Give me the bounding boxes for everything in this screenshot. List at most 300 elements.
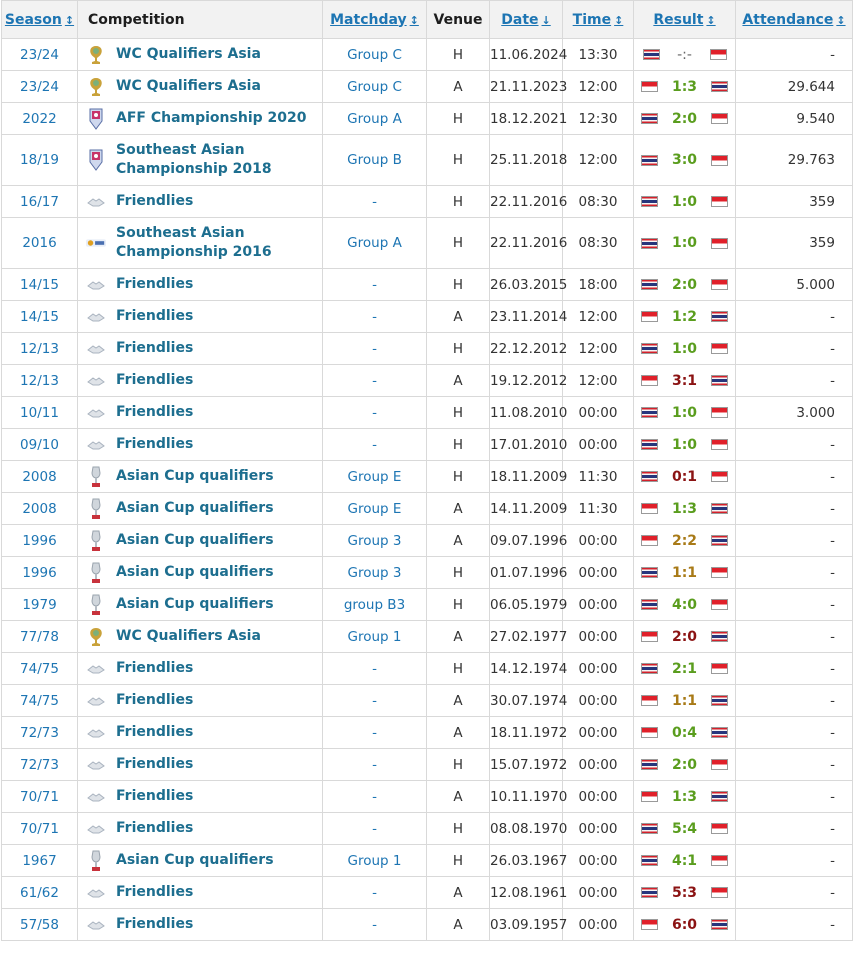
thailand-flag-icon[interactable] [711, 695, 728, 706]
matchday-cell: group B3 [323, 589, 427, 621]
season-cell[interactable]: 74/75 [2, 685, 78, 717]
thailand-flag-icon[interactable] [641, 343, 658, 354]
indonesia-flag-icon[interactable] [711, 196, 728, 207]
sort-both-icon: ↕ [409, 13, 419, 27]
attendance-header-label: Attendance [742, 11, 834, 28]
table-row [2, 269, 853, 301]
friendlies-icon[interactable] [86, 787, 106, 807]
season-cell[interactable]: 12/13 [2, 333, 78, 365]
asian-cup-trophy-icon[interactable] [86, 531, 106, 551]
table-row [2, 525, 853, 557]
attendance-cell: - [736, 461, 853, 493]
competition-link[interactable]: Friendlies [116, 340, 194, 356]
thailand-flag-icon[interactable] [641, 663, 658, 674]
season-cell[interactable]: 2008 [2, 493, 78, 525]
competition-link[interactable]: Friendlies [116, 692, 194, 708]
indonesia-flag-icon[interactable] [641, 535, 658, 546]
match-result-link[interactable]: 1:1 [671, 564, 698, 581]
match-history-table [1, 0, 853, 941]
friendlies-icon[interactable] [86, 755, 106, 775]
indonesia-flag-icon[interactable] [641, 727, 658, 738]
competition-link[interactable]: Southeast Asian Championship 2016 [116, 225, 272, 260]
match-result-link[interactable]: 2:1 [671, 660, 698, 677]
thailand-flag-icon[interactable] [711, 631, 728, 642]
friendlies-icon[interactable] [86, 275, 106, 295]
season-cell[interactable]: 14/15 [2, 301, 78, 333]
matchday-cell: Group A [323, 103, 427, 135]
venue-cell: H [427, 103, 490, 135]
competition-link[interactable]: Asian Cup qualifiers [116, 500, 274, 516]
competition-cell [78, 845, 323, 877]
result-cell [634, 103, 736, 135]
season-cell[interactable]: 70/71 [2, 813, 78, 845]
table-header-row [2, 1, 853, 39]
competition-cell [78, 186, 323, 218]
match-result-link[interactable]: 2:0 [671, 756, 698, 773]
indonesia-flag-icon[interactable] [711, 599, 728, 610]
competition-cell [78, 301, 323, 333]
thailand-flag-icon[interactable] [641, 279, 658, 290]
table-row [2, 365, 853, 397]
result-column-header[interactable] [634, 1, 736, 39]
indonesia-flag-icon[interactable] [641, 503, 658, 514]
competition-link[interactable]: Friendlies [116, 724, 194, 740]
venue-cell: A [427, 493, 490, 525]
aff-2016-logo-icon[interactable] [86, 233, 106, 253]
competition-cell [78, 71, 323, 103]
matchday-cell: - [323, 333, 427, 365]
time-cell: 12:00 [563, 333, 634, 365]
table-row [2, 685, 853, 717]
competition-header-label: Competition [88, 11, 185, 28]
matchday-cell: Group A [323, 218, 427, 269]
match-result-link[interactable]: 2:0 [671, 628, 698, 645]
thailand-flag-icon[interactable] [641, 407, 658, 418]
season-cell[interactable]: 70/71 [2, 781, 78, 813]
competition-link[interactable]: Friendlies [116, 276, 194, 292]
table-row [2, 397, 853, 429]
result-cell [634, 218, 736, 269]
time-cell: 00:00 [563, 877, 634, 909]
result-cell [634, 557, 736, 589]
venue-cell: H [427, 397, 490, 429]
result-header-label: Result [653, 11, 704, 28]
season-cell[interactable]: 23/24 [2, 39, 78, 71]
competition-link[interactable]: Friendlies [116, 436, 194, 452]
season-cell[interactable]: 16/17 [2, 186, 78, 218]
season-cell[interactable]: 61/62 [2, 877, 78, 909]
thailand-flag-icon[interactable] [641, 759, 658, 770]
friendlies-icon[interactable] [86, 371, 106, 391]
competition-cell [78, 589, 323, 621]
indonesia-flag-icon[interactable] [711, 471, 728, 482]
time-cell: 12:00 [563, 71, 634, 103]
table-row [2, 429, 853, 461]
match-result-link[interactable]: 1:3 [671, 500, 698, 517]
attendance-cell: 359 [736, 218, 853, 269]
season-cell[interactable]: 77/78 [2, 621, 78, 653]
indonesia-flag-icon[interactable] [641, 919, 658, 930]
season-cell[interactable]: 09/10 [2, 429, 78, 461]
match-result-link[interactable]: 1:0 [671, 193, 698, 210]
match-result-link[interactable]: 4:1 [671, 852, 698, 869]
competition-column-header [78, 1, 323, 39]
indonesia-flag-icon[interactable] [711, 567, 728, 578]
competition-link[interactable]: AFF Championship 2020 [116, 110, 307, 126]
season-cell[interactable]: 1996 [2, 557, 78, 589]
date-cell: 27.02.1977 [490, 621, 563, 653]
match-result-link[interactable]: 1:0 [671, 436, 698, 453]
thailand-flag-icon[interactable] [641, 471, 658, 482]
result-cell [634, 135, 736, 186]
time-cell: 00:00 [563, 781, 634, 813]
attendance-cell: - [736, 621, 853, 653]
thailand-flag-icon[interactable] [711, 375, 728, 386]
match-result-link[interactable]: 4:0 [671, 596, 698, 613]
result-cell [634, 781, 736, 813]
competition-cell [78, 717, 323, 749]
competition-cell [78, 877, 323, 909]
thailand-flag-icon[interactable] [641, 196, 658, 207]
competition-cell [78, 135, 323, 186]
result-cell [634, 845, 736, 877]
competition-cell [78, 781, 323, 813]
indonesia-flag-icon[interactable] [711, 238, 728, 249]
time-cell: 00:00 [563, 717, 634, 749]
date-cell: 30.07.1974 [490, 685, 563, 717]
match-result-link[interactable]: 0:4 [671, 724, 698, 741]
competition-cell [78, 621, 323, 653]
date-cell: 03.09.1957 [490, 909, 563, 941]
match-result-link[interactable]: 3:1 [671, 372, 698, 389]
attendance-cell: - [736, 39, 853, 71]
attendance-column-header[interactable] [736, 1, 853, 39]
indonesia-flag-icon[interactable] [711, 823, 728, 834]
attendance-cell: - [736, 749, 853, 781]
season-cell[interactable]: 57/58 [2, 909, 78, 941]
venue-cell: H [427, 749, 490, 781]
time-cell: 18:00 [563, 269, 634, 301]
wc-trophy-icon[interactable] [86, 627, 106, 647]
thailand-flag-icon[interactable] [641, 439, 658, 450]
indonesia-flag-icon[interactable] [711, 155, 728, 166]
attendance-cell: - [736, 365, 853, 397]
thailand-flag-icon[interactable] [711, 81, 728, 92]
matchday-cell: - [323, 717, 427, 749]
date-column-header[interactable] [490, 1, 563, 39]
indonesia-flag-icon[interactable] [641, 791, 658, 802]
result-cell [634, 39, 736, 71]
time-cell: 12:30 [563, 103, 634, 135]
venue-cell: A [427, 909, 490, 941]
result-cell [634, 525, 736, 557]
indonesia-flag-icon[interactable] [641, 81, 658, 92]
table-row [2, 589, 853, 621]
thailand-flag-icon[interactable] [641, 567, 658, 578]
match-result-link[interactable]: 2:2 [671, 532, 698, 549]
season-cell[interactable]: 23/24 [2, 71, 78, 103]
competition-link[interactable]: Friendlies [116, 788, 194, 804]
thailand-flag-icon[interactable] [711, 727, 728, 738]
competition-link[interactable]: Friendlies [116, 660, 194, 676]
season-cell[interactable]: 74/75 [2, 653, 78, 685]
season-cell[interactable]: 1996 [2, 525, 78, 557]
table-row [2, 135, 853, 186]
match-result-link[interactable]: 1:1 [671, 692, 698, 709]
matchday-cell: Group 1 [323, 621, 427, 653]
attendance-cell: - [736, 525, 853, 557]
venue-cell: A [427, 525, 490, 557]
friendlies-icon[interactable] [86, 723, 106, 743]
thailand-flag-icon[interactable] [711, 535, 728, 546]
date-cell: 17.01.2010 [490, 429, 563, 461]
result-cell [634, 461, 736, 493]
table-row [2, 493, 853, 525]
indonesia-flag-icon[interactable] [710, 49, 727, 60]
competition-link[interactable]: Friendlies [116, 820, 194, 836]
friendlies-icon[interactable] [86, 915, 106, 935]
attendance-cell: 29.644 [736, 71, 853, 103]
matchday-cell: Group 1 [323, 845, 427, 877]
attendance-cell: - [736, 813, 853, 845]
date-cell: 09.07.1996 [490, 525, 563, 557]
date-cell: 01.07.1996 [490, 557, 563, 589]
competition-link[interactable]: Friendlies [116, 193, 194, 209]
indonesia-flag-icon[interactable] [711, 407, 728, 418]
match-result-link[interactable]: 1:0 [671, 404, 698, 421]
matchday-cell: - [323, 429, 427, 461]
season-cell[interactable]: 2022 [2, 103, 78, 135]
date-cell: 25.11.2018 [490, 135, 563, 186]
competition-link[interactable]: WC Qualifiers Asia [116, 628, 261, 644]
friendlies-icon[interactable] [86, 192, 106, 212]
result-cell [634, 301, 736, 333]
thailand-flag-icon[interactable] [711, 919, 728, 930]
matchday-cell: Group 3 [323, 525, 427, 557]
matchday-cell: - [323, 397, 427, 429]
match-result-link[interactable]: 1:0 [671, 340, 698, 357]
indonesia-flag-icon[interactable] [641, 631, 658, 642]
venue-cell: H [427, 269, 490, 301]
time-cell: 12:00 [563, 301, 634, 333]
attendance-cell: 359 [736, 186, 853, 218]
thailand-flag-icon[interactable] [641, 238, 658, 249]
wc-trophy-icon[interactable] [86, 77, 106, 97]
time-cell: 12:00 [563, 135, 634, 186]
date-cell: 22.12.2012 [490, 333, 563, 365]
friendlies-icon[interactable] [86, 659, 106, 679]
table-row [2, 103, 853, 135]
season-cell[interactable]: 1967 [2, 845, 78, 877]
attendance-cell: - [736, 845, 853, 877]
indonesia-flag-icon[interactable] [711, 663, 728, 674]
attendance-cell: 29.763 [736, 135, 853, 186]
table-row [2, 877, 853, 909]
competition-link[interactable]: Asian Cup qualifiers [116, 596, 274, 612]
competition-link[interactable]: Asian Cup qualifiers [116, 564, 274, 580]
result-cell [634, 685, 736, 717]
indonesia-flag-icon[interactable] [711, 887, 728, 898]
date-cell: 15.07.1972 [490, 749, 563, 781]
competition-link[interactable]: Friendlies [116, 916, 194, 932]
match-result-link[interactable]: 1:3 [671, 788, 698, 805]
match-result-link[interactable]: 0:1 [671, 468, 698, 485]
table-row [2, 845, 853, 877]
attendance-cell: - [736, 301, 853, 333]
matchday-cell: Group 3 [323, 557, 427, 589]
competition-link[interactable]: WC Qualifiers Asia [116, 78, 261, 94]
sort-both-icon: ↕ [614, 13, 624, 27]
season-cell[interactable]: 2016 [2, 218, 78, 269]
thailand-flag-icon[interactable] [711, 791, 728, 802]
thailand-flag-icon[interactable] [641, 155, 658, 166]
match-result-link[interactable]: 1:0 [671, 235, 698, 251]
thailand-flag-icon[interactable] [641, 855, 658, 866]
date-cell: 06.05.1979 [490, 589, 563, 621]
date-header-label: Date [501, 11, 539, 28]
venue-cell: H [427, 186, 490, 218]
time-cell: 00:00 [563, 685, 634, 717]
competition-link[interactable]: Friendlies [116, 372, 194, 388]
date-cell: 11.06.2024 [490, 39, 563, 71]
thailand-flag-icon[interactable] [711, 311, 728, 322]
thailand-flag-icon[interactable] [643, 49, 660, 60]
season-cell[interactable]: 1979 [2, 589, 78, 621]
aff-logo-icon[interactable] [86, 150, 106, 170]
competition-link[interactable]: Friendlies [116, 884, 194, 900]
thailand-flag-icon[interactable] [641, 113, 658, 124]
venue-cell: A [427, 621, 490, 653]
season-cell[interactable]: 18/19 [2, 135, 78, 186]
indonesia-flag-icon[interactable] [711, 759, 728, 770]
thailand-flag-icon[interactable] [641, 599, 658, 610]
time-cell: 00:00 [563, 653, 634, 685]
aff-logo-icon[interactable] [86, 109, 106, 129]
attendance-cell: - [736, 717, 853, 749]
indonesia-flag-icon[interactable] [641, 311, 658, 322]
friendlies-icon[interactable] [86, 883, 106, 903]
asian-cup-trophy-icon[interactable] [86, 499, 106, 519]
season-cell[interactable]: 12/13 [2, 365, 78, 397]
competition-cell [78, 685, 323, 717]
date-cell: 18.11.1972 [490, 717, 563, 749]
table-row [2, 218, 853, 269]
table-row [2, 813, 853, 845]
match-result-link[interactable]: -:- [677, 46, 692, 63]
competition-cell [78, 557, 323, 589]
season-cell[interactable]: 14/15 [2, 269, 78, 301]
indonesia-flag-icon[interactable] [711, 855, 728, 866]
asian-cup-trophy-icon[interactable] [86, 851, 106, 871]
indonesia-flag-icon[interactable] [711, 343, 728, 354]
competition-link[interactable]: Friendlies [116, 404, 194, 420]
time-cell: 00:00 [563, 525, 634, 557]
indonesia-flag-icon[interactable] [711, 439, 728, 450]
venue-cell: H [427, 218, 490, 269]
thailand-flag-icon[interactable] [711, 503, 728, 514]
attendance-cell: - [736, 877, 853, 909]
result-cell [634, 813, 736, 845]
competition-cell [78, 461, 323, 493]
season-column-header[interactable] [2, 1, 78, 39]
wc-trophy-icon[interactable] [86, 45, 106, 65]
indonesia-flag-icon[interactable] [641, 375, 658, 386]
matchday-cell: Group C [323, 71, 427, 103]
venue-cell: H [427, 461, 490, 493]
time-cell: 00:00 [563, 813, 634, 845]
season-cell[interactable]: 2008 [2, 461, 78, 493]
competition-link[interactable]: Asian Cup qualifiers [116, 852, 274, 868]
match-result-link[interactable]: 2:0 [671, 110, 698, 127]
date-cell: 10.11.1970 [490, 781, 563, 813]
indonesia-flag-icon[interactable] [711, 279, 728, 290]
matchday-cell: - [323, 781, 427, 813]
match-result-link[interactable]: 1:2 [671, 308, 698, 325]
table-row [2, 621, 853, 653]
competition-link[interactable]: Asian Cup qualifiers [116, 532, 274, 548]
asian-cup-trophy-icon[interactable] [86, 595, 106, 615]
matchday-cell: - [323, 269, 427, 301]
time-column-header[interactable] [563, 1, 634, 39]
venue-cell: H [427, 429, 490, 461]
competition-link[interactable]: Southeast Asian Championship 2018 [116, 142, 272, 177]
match-result-link[interactable]: 5:3 [671, 884, 698, 901]
attendance-cell: 3.000 [736, 397, 853, 429]
match-result-link[interactable]: 5:4 [671, 820, 698, 837]
season-cell[interactable]: 72/73 [2, 717, 78, 749]
table-row [2, 461, 853, 493]
thailand-flag-icon[interactable] [641, 887, 658, 898]
season-cell[interactable]: 72/73 [2, 749, 78, 781]
result-cell [634, 621, 736, 653]
attendance-cell: - [736, 685, 853, 717]
friendlies-icon[interactable] [86, 307, 106, 327]
asian-cup-trophy-icon[interactable] [86, 467, 106, 487]
date-cell: 14.11.2009 [490, 493, 563, 525]
result-cell [634, 717, 736, 749]
venue-cell: H [427, 813, 490, 845]
match-result-link[interactable]: 3:0 [671, 152, 698, 168]
table-row [2, 333, 853, 365]
match-result-link[interactable]: 2:0 [671, 276, 698, 293]
table-row [2, 71, 853, 103]
friendlies-icon[interactable] [86, 819, 106, 839]
result-cell [634, 397, 736, 429]
competition-link[interactable]: Asian Cup qualifiers [116, 468, 274, 484]
table-row [2, 909, 853, 941]
match-result-link[interactable]: 6:0 [671, 916, 698, 933]
friendlies-icon[interactable] [86, 339, 106, 359]
venue-cell: H [427, 653, 490, 685]
date-cell: 22.11.2016 [490, 186, 563, 218]
indonesia-flag-icon[interactable] [711, 113, 728, 124]
friendlies-icon[interactable] [86, 435, 106, 455]
competition-link[interactable]: Friendlies [116, 756, 194, 772]
competition-link[interactable]: WC Qualifiers Asia [116, 46, 261, 62]
asian-cup-trophy-icon[interactable] [86, 563, 106, 583]
attendance-cell: 9.540 [736, 103, 853, 135]
friendlies-icon[interactable] [86, 403, 106, 423]
season-cell[interactable]: 10/11 [2, 397, 78, 429]
table-row [2, 781, 853, 813]
friendlies-icon[interactable] [86, 691, 106, 711]
venue-cell: H [427, 589, 490, 621]
competition-link[interactable]: Friendlies [116, 308, 194, 324]
matchday-column-header[interactable] [323, 1, 427, 39]
indonesia-flag-icon[interactable] [641, 695, 658, 706]
match-result-link[interactable]: 1:3 [671, 78, 698, 95]
thailand-flag-icon[interactable] [641, 823, 658, 834]
